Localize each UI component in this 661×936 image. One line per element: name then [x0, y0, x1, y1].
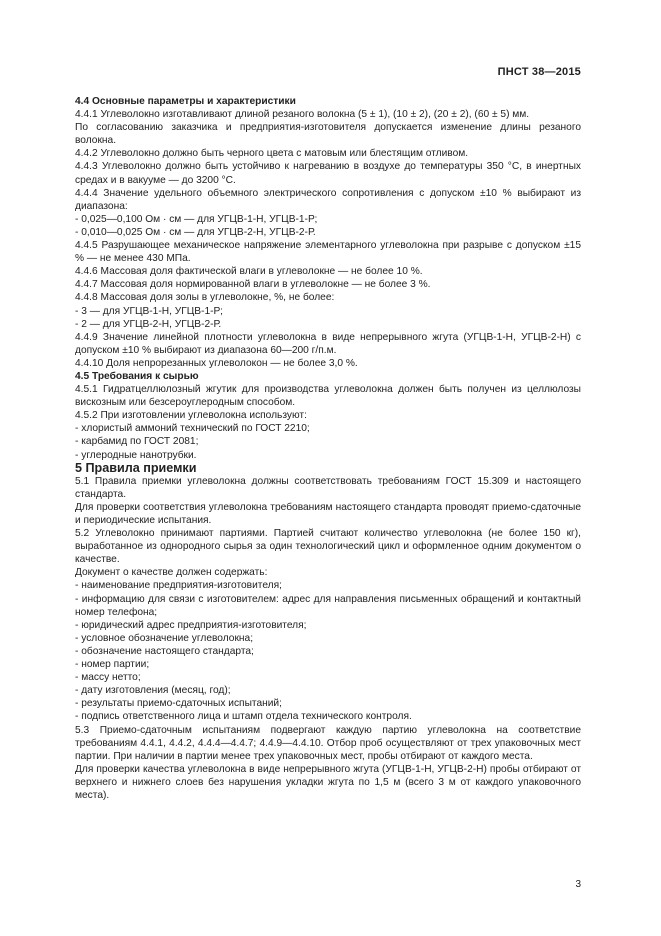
list-item: - 2 — для УГЦВ-2-Н, УГЦВ-2-Р. — [75, 318, 222, 330]
paragraph: 4.4.8 Массовая доля золы в углеволокне, %, не более: — [75, 292, 335, 304]
list-item: - результаты приемо-сдаточных испытаний; — [75, 698, 282, 710]
paragraph: 4.4.2 Углеволокно должно быть черного цвета с матовым или блестящим отливом. — [75, 148, 469, 160]
paragraph: Для проверки соответствия углеволокна требованиям настоящего стандарта проводят приемо-сдаточные и периодические испытания. — [75, 501, 581, 526]
list-item: - юридический адрес предприятия-изготовителя; — [75, 619, 307, 631]
paragraph: 4.4.4 Значение удельного объемного электрического сопротивления с допуском ±10 % выбирают из диапазона: — [75, 187, 581, 212]
page-number: 3 — [575, 879, 581, 890]
list-item: - обозначение настоящего стандарта; — [75, 645, 254, 657]
paragraph: По согласованию заказчика и предприятия-изготовителя допускается изменение длины резаного волокна. — [75, 122, 581, 147]
list-item: - наименование предприятия-изготовителя; — [75, 580, 282, 592]
paragraph: 4.4.3 Углеволокно должно быть устойчиво к нагреванию в воздухе до температуры 350 °С, в инертных средах и в вакууме — до 3200 °С. — [75, 161, 581, 186]
list-item: - 0,025—0,100 Ом · см — для УГЦВ-1-Н, УГЦВ-1-Р; — [75, 213, 318, 225]
document-header: ПНСТ 38—2015 — [497, 66, 581, 78]
list-item: - карбамид по ГОСТ 2081; — [75, 436, 199, 448]
paragraph: 4.5.2 При изготовлении углеволокна используют: — [75, 410, 307, 422]
paragraph: 4.4.9 Значение линейной плотности углеволокна в виде непрерывного жгута (УГЦВ-1-Н, УГЦВ-2-Н) с допуском ±10 % выбирают из диапазона 60—200 г/п.м. — [75, 331, 581, 356]
list-item: - условное обозначение углеволокна; — [75, 632, 254, 644]
section-4-5-heading: 4.5 Требования к сырью — [75, 370, 199, 382]
paragraph: 5.1 Правила приемки углеволокна должны соответствовать требованиям ГОСТ 15.309 и настоящего стандарта. — [75, 475, 581, 500]
paragraph: 4.4.7 Массовая доля нормированной влаги в углеволокне — не более 3 %. — [75, 279, 431, 291]
paragraph: Для проверки качества углеволокна в виде непрерывного жгута (УГЦВ-1-Н, УГЦВ-2-Н) пробы отбирают от верхнего и нижнего слоев без нарушения укладки жгута по 1,5 м (всего 3 м от каждого упаковочного места). — [75, 763, 581, 801]
paragraph: 4.5.1 Гидратцеллюлозный жгутик для производства углеволокна должен быть получен из целлюлозы вискозным или безсероуглеродным способом. — [75, 384, 581, 409]
paragraph: 4.4.10 Доля непрорезанных углеволокон — не более 3,0 %. — [75, 357, 358, 369]
paragraph: 5.3 Приемо-сдаточным испытаниям подвергают каждую партию углеволокна на соответствие требованиям 4.4.1, 4.4.2, 4.4.4—4.4.7; 4.4.9—4.4.10. Отбор проб осуществляют от трех упаковочных мест партии. При наличии в партии менее трех упаковочных мест, пробы отбирают от каждого места. — [75, 724, 581, 762]
section-5-heading: 5 Правила приемки — [75, 460, 197, 475]
list-item: - 3 — для УГЦВ-1-Н, УГЦВ-1-Р; — [75, 305, 223, 317]
list-item: - массу нетто; — [75, 672, 141, 684]
paragraph: Документ о качестве должен содержать: — [75, 567, 268, 579]
list-item: - номер партии; — [75, 659, 150, 671]
list-item: - подпись ответственного лица и штамп отдела технического контроля. — [75, 711, 412, 723]
paragraph: 4.4.6 Массовая доля фактической влаги в углеволокне — не более 10 %. — [75, 266, 423, 278]
page-content — [75, 95, 581, 802]
list-item: - углеродные нанотрубки. — [75, 449, 197, 461]
paragraph: 5.2 Углеволокно принимают партиями. Партией считают количество углеволокна (не более 150 кг), выработанное из однородного сырья за один технологический цикл и оформленное одним документом о качестве. — [75, 528, 581, 566]
list-item: - хлористый аммоний технический по ГОСТ 2210; — [75, 423, 310, 435]
section-4-4-heading: 4.4 Основные параметры и характеристики — [75, 96, 296, 107]
paragraph: 4.4.1 Углеволокно изготавливают длиной резаного волокна (5 ± 1), (10 ± 2), (20 ± 2), (60 ± 5) мм. — [75, 109, 530, 121]
list-item: - информацию для связи с изготовителем: адрес для направления письменных обращений и контактный номер телефона; — [75, 593, 581, 618]
list-item: - дату изготовления (месяц, год); — [75, 685, 231, 697]
list-item: - 0,010—0,025 Ом · см — для УГЦВ-2-Н, УГЦВ-2-Р. — [75, 226, 316, 238]
paragraph: 4.4.5 Разрушающее механическое напряжение элементарного углеволокна при разрыве с допуском ±15 % — не менее 430 МПа. — [75, 240, 581, 265]
